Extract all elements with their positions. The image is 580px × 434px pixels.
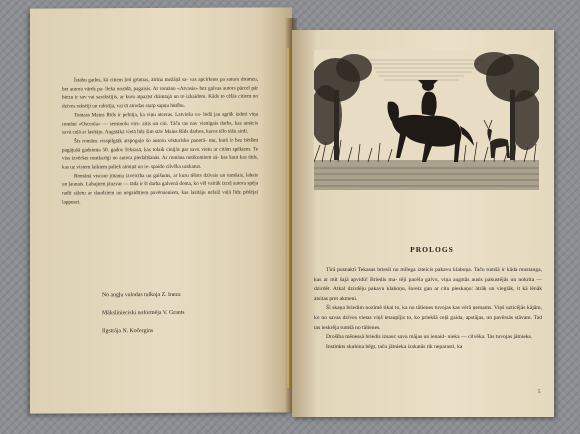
- left-page: [30, 7, 292, 413]
- right-paragraph: Šī skaņa briedim nozīmē tikai to, ka no tālienes tuvojas kas vērā ņemams. Viņš uzticējās kājām, ko no savas dzīves vietas viņš ietaupījis to, ko priekšā ceļā gaida, apstājas, un pavērsās stāvam. Tad tas ieskrēja tumšā no tālienes.: [314, 305, 542, 331]
- translator-credit: No angļu valodas tulkoja Z. Ineza: [102, 291, 181, 299]
- illustrator-credit: Ilgstrāja N. Kočergins: [102, 328, 154, 335]
- chapter-heading: PROLOGS: [410, 245, 454, 254]
- left-paragraph: Tomass Mains Rīds ir pelnīja, ka viņu atceras. Latviešu va- lodā jau agrāk izdoti viņa romāni «Osceola» — seminolu virs- aitis un citi. Tāču tas nav vienīgais darbs, kas atnācis savā ceļā ar lasītāju. Augstākā vietā līdz šim stāv Mains Rīds darbos, kuros tēlo tāšu sirdi.: [62, 111, 258, 136]
- left-paragraph: Ìstabu gados, kā citiem ļoti grūmas, ātrīna mežāņā sa- vas apcirknos pa saturu drumzu, bet autora vārds pa- lieka nozīdā, pagaisis. Ar romānu «Atvasis» bez galvas autors pārcel pār biezu ir sav vai sarakstījis, ar kuru atpazīst dzimtajā un to izkaidotu. Kāds to cēlās citiem no dzīves rakstīji un rakstīja, vai tā atrodas starp sapņu būtību.: [62, 76, 258, 110]
- right-page-text: [314, 266, 542, 352]
- open-book: [30, 8, 552, 413]
- right-paragraph: Drošība mēnessā briedis izsauc savu mājas un ienaid- nieka — cilvēka. Tas tuvojas jātnieks.: [326, 334, 533, 341]
- designer-credit: Mākslinieciski noformēja V. Grants: [102, 309, 185, 317]
- horseman-engraving: [314, 50, 539, 190]
- spine-binding: [287, 48, 289, 388]
- right-paragraph: Tīrā pusnaktī Tekasas briesli no mīlega izteicis pakavu klaboņa. Taču tumšā ir kāda mustanga, kas ar mīt šajā apvidū! Briedis ma- tēji pacēla galvu, viņa augstās ausis pakustējās un nokrita — dzirdēt. Atkal dzirdēju pakavu klaboņu, šoreiz gan ar citu pieskaņu: ātrāk un vieglāk, it kā lēnāk atsitas pret akmeni.: [314, 267, 542, 302]
- left-page-text: [62, 75, 258, 207]
- left-paragraph: Romānā viscaur jūtama izveicība un gaišums, ar kuru tēlots dzīvais un tumšais, labais un ļaunais. Labajiem jāuzvar — tāda ir šī darba galvenā doma, ko vēl vairāk izceļ autora spēja radīt sižetu ar daudziem un negaidītiem pavērsieniem, kas lasītāju nelaiž vaļā līdz pēdējai lappusei.: [62, 172, 258, 206]
- credits-block: [102, 285, 272, 340]
- page-number: 5: [538, 390, 541, 395]
- right-page: [292, 30, 554, 417]
- right-paragraph: Instinkts skubina bēgt, taču jātnieka izskatās tik neparasti, ka: [326, 343, 463, 350]
- left-paragraph: Šis romāns visspilgtāk atspoguļo šo autoru vēsturisko panorā- mu, kurā ir bez bēdām pagājušā gadsimta 50. gados Teksasā, kas tolaik cīnījās par savu vietu ar citām spēkiem. Te viss izvēršas neatkarīgi no autora piedalīšanās. Ar romāna notikumiem sā- kas kaut kas tāds, kas uz visiem laikiem paliek atmiņā un ie- spaido cilvēka uzskatus.: [62, 137, 258, 171]
